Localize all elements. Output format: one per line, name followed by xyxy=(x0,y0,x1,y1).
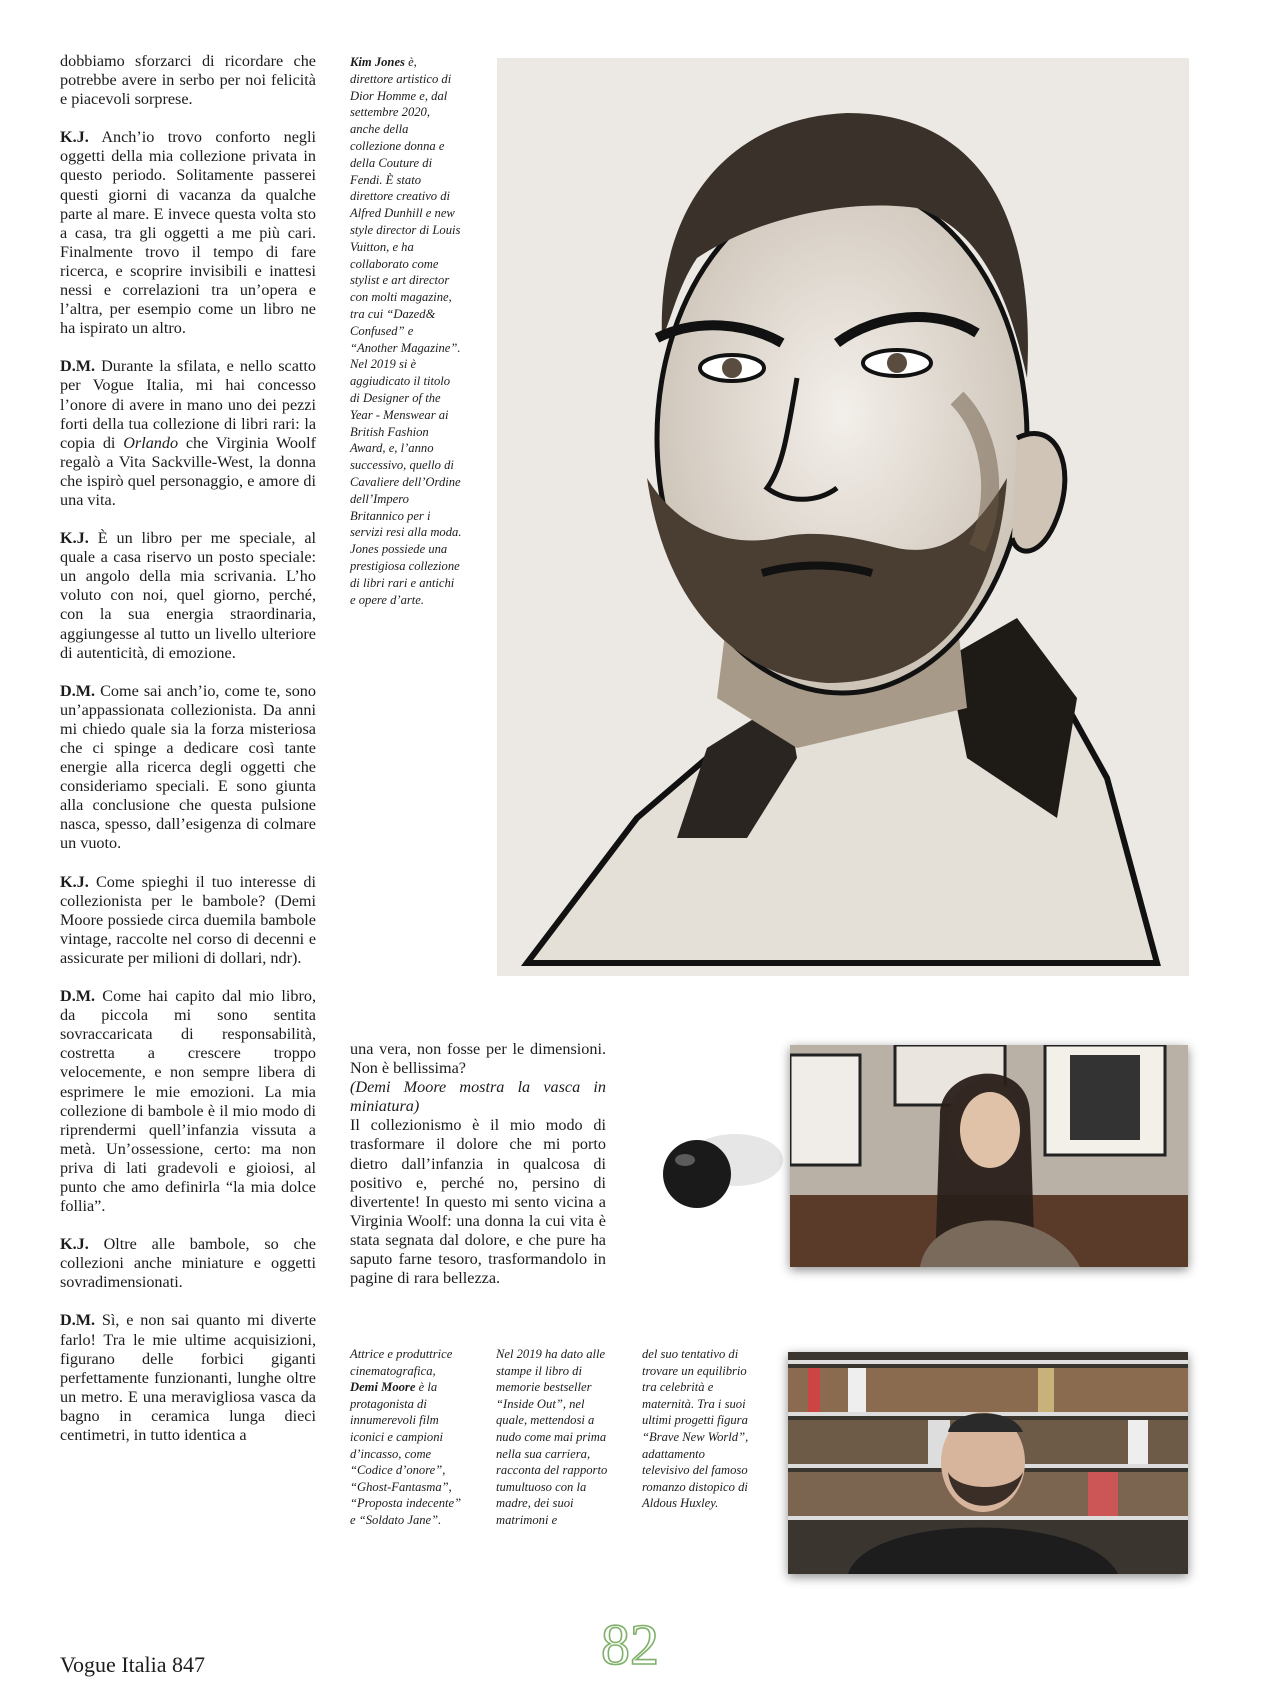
black-sphere-image xyxy=(655,1130,785,1210)
paragraph: K.J. È un libro per me speciale, al quale a casa riservo un posto speciale: un angolo della mia scrivania. L’ho voluto con noi, quel giorno, perché, con la sua energia straordinaria, aggiungesse al tutto un livello ulteriore di autenticità, di emozione. xyxy=(60,529,317,662)
demi-moore-bio-col1: Attrice e produttrice cinematografica, Demi Moore è la protagonista di innumerevoli film iconici e campioni d’incasso, come “Codice d’onore”, “Ghost-Fantasma”, “Proposta indecente” e “Soldato Jane”. xyxy=(350,1347,462,1527)
paragraph: D.M. Durante la sfilata, e nello scatto per Vogue Italia, mi hai concesso l’onore di avere in mano uno dei pezzi forti della tua collezione di libri rari: la copia di Orlando che Virginia Woolf regalò a Vita Sackville-West, la donna che ispirò quel personaggio, e amore di una vita. xyxy=(60,357,317,509)
portrait-drawing xyxy=(497,58,1189,976)
demi-moore-bio-col3: del suo tentativo di trovare un equilibrio tra celebrità e maternità. Tra i suoi ultimi progetti figura “Brave New World”, adattamento televisivo del famoso romanzo distopico di Aldous Huxley. xyxy=(642,1347,749,1511)
speaker-label: D.M. xyxy=(60,357,96,376)
paragraph: K.J. Come spieghi il tuo interesse di collezionista per le bambole? (Demi Moore possiede circa duemila bambole vintage, raccolte nel corso di decenni e assicurate per milioni di dollari, ndr). xyxy=(60,872,316,967)
stage-direction: (Demi Moore mostra la vasca in miniatura) xyxy=(350,1078,606,1116)
speaker-label: D.M. xyxy=(60,681,96,700)
bio-name: Kim Jones xyxy=(350,55,405,69)
paragraph: Il collezionismo è il mio modo di trasformare il dolore che mi porto dietro dall’infanzia in qualcosa di positivo e, perché no, persino di divertente! In questo mi sento vicina a Virginia Woolf: una donna la cui vita è stata segnata dal dolore, e che pure ha saputo farne tesoro, trasformandolo in pagine di rara bellezza. xyxy=(350,1116,606,1288)
video-call-kim-jones xyxy=(788,1352,1188,1574)
speaker-label: K.J. xyxy=(60,128,89,147)
paragraph: K.J. Oltre alle bambole, so che collezioni anche miniature e oggetti sovradimensionati. xyxy=(60,1235,316,1292)
speaker-label: K.J. xyxy=(60,1235,89,1254)
paragraph: D.M. Sì, e non sai quanto mi diverte farlo! Tra le mie ultime acquisizioni, figurano delle forbici giganti perfettamente funzionanti, lunghe oltre un metro. E una meravigliosa vasca da bagno in ceramica lunga dieci centimetri, in tutto identica a xyxy=(60,1311,316,1444)
speaker-label: K.J. xyxy=(60,872,89,891)
interview-column xyxy=(60,52,316,1464)
kim-jones-ink-portrait xyxy=(497,58,1189,976)
speaker-label: D.M. xyxy=(60,987,96,1006)
paragraph: K.J. Anch’io trovo conforto negli oggetti della mia collezione privata in questo periodo. Solitamente passerei questi giorni di vacanza da qualche parte al mare. E invece questa volta sto a casa, tra gli oggetti a me più cari. Finalmente trovo il tempo di fare ricerca, e scoprire invisibili e inattesi nessi e correlazioni tra un’opera e l’altra, per esempio come un libro ne ha ispirato un altro. xyxy=(60,128,316,338)
speaker-label: D.M. xyxy=(60,1311,96,1330)
svg-text:82: 82 xyxy=(601,1612,659,1674)
demi-moore-bio-col2: Nel 2019 ha dato alle stampe il libro di memorie bestseller “Inside Out”, nel quale, mettendosi a nudo come mai prima nella sua carriera, racconta del rapporto tumultuoso con la madre, dei suoi matrimoni e xyxy=(496,1347,608,1527)
bio-name: Demi Moore xyxy=(350,1380,416,1395)
speaker-label: K.J. xyxy=(60,529,89,548)
paragraph: una vera, non fosse per le dimensioni. Non è bellissima? xyxy=(350,1040,606,1078)
video-call-demi-moore xyxy=(790,1045,1188,1267)
kim-jones-bio: Kim Jones è, direttore artistico di Dior Homme e, dal settembre 2020, anche della collezione donna e della Couture di Fendi. È stato direttore creativo di Alfred Dunhill e new style director di Louis Vuitton, e ha collaborato come stylist e art director con molti magazine, tra cui “Dazed& Confused” e “Another Magazine”. Nel 2019 si è aggiudicato il titolo di Designer of the Year - Menswear ai British Fashion Award, e, l’anno successivo, quello di Cavaliere dell’Ordine dell’Impero Britannico per i servizi resi alla moda. Jones possiede una prestigiosa collezione di libri rari e antichi e opere d’arte. xyxy=(350,55,462,607)
page-number xyxy=(590,1612,670,1674)
paragraph: D.M. Come sai anch’io, come te, sono un’appassionata collezionista. Da anni mi chiedo quale sia la forza misteriosa che ci spinge a dedicare così tante energie alla ricerca degli oggetti che consideriamo speciali. E sono giunta alla conclusione che questa pulsione nasca, spesso, dall’esigenza di colmare un vuoto. xyxy=(60,681,316,853)
interview-continuation xyxy=(350,1040,606,1288)
paragraph: dobbiamo sforzarci di ricordare che potrebbe avere in serbo per noi felicità e piacevoli sorprese. xyxy=(60,52,316,109)
book-title: Orlando xyxy=(123,433,179,452)
paragraph: D.M. Come hai capito dal mio libro, da piccola mi sono sentita sovraccaricata di responsabilità, costretta a crescere troppo velocemente, e non sempre libera di esprimere le mie emozioni. La mia collezione di bambole è il mio modo di riprendermi quell’infanzia vissuta a metà. Un’ossessione, certo: ma non priva di lati gradevoli e gioiosi, al punto che amo definirla “la mia dolce follia”. xyxy=(60,987,317,1216)
magazine-footer: Vogue Italia 847 xyxy=(60,1652,206,1677)
